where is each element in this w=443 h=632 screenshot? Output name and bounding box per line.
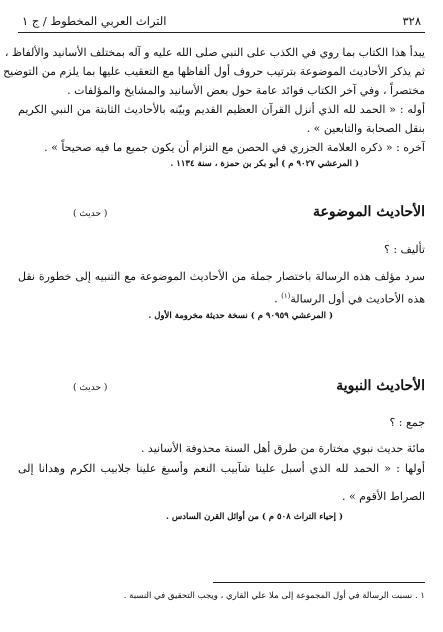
- entry-category-tag: ( حديث ): [73, 383, 108, 393]
- entry-heading: [18, 204, 425, 228]
- entry-title: الأحاديث الموضوعة: [312, 204, 425, 220]
- footnote-rule: [213, 582, 425, 583]
- entry-title: الأحاديث النبوية: [336, 378, 425, 394]
- entry-heading: [18, 378, 425, 402]
- paragraph-line: [18, 288, 425, 308]
- source-note: ( المرعشي ٩٠٩٥٩ م ) نسخة حديثة مخرومة الأول .: [148, 311, 333, 321]
- paragraph-line: ثم يذكر الأحاديث الموضوعة بترتيب حروف أول ألفاظها مع التعقيب عليها بما يلزم من التوضيح: [3, 65, 425, 78]
- page-header: [18, 12, 425, 32]
- paragraph-line: أوله : « الحمد لله الذي أنزل القرآن العظيم القديم وبيّنه بالأحاديث الثابتة من النبي الكريم: [18, 103, 425, 116]
- paragraph-line: الصراط الأقوم » .: [341, 490, 425, 503]
- footnote-ref: (١): [281, 292, 291, 300]
- paragraph-line: آخره : « ذكره العلامة الجزري في الحصن مع التزام أن يكون جميع ما فيه صحيحاً » .: [44, 141, 425, 154]
- footnote: ١ . نسبت الرسالة في أول المجموعة إلى ملا علي القاري ، ويجب التحقيق في النسبة .: [123, 591, 425, 601]
- author-line: تأليف : ؟: [383, 243, 425, 256]
- page-number: ٣٢٨: [402, 14, 421, 28]
- author-line: جمع : ؟: [389, 416, 425, 429]
- paragraph-line: مائة حديث نبوي مختارة من طرق أهل السنة محذوفة الأسانيد .: [140, 442, 425, 455]
- paragraph-line: سرد مؤلف هذه الرسالة باختصار جملة من الأحاديث الموضوعة مع التنبيه إلى خطورة نقل: [18, 270, 425, 283]
- paragraph-line: بنقل الصحابة والتابعين » .: [306, 122, 425, 135]
- paragraph-line: أولها : « الحمد لله الذي أسبل علينا شآبيب النعم وأسبغ علينا جلابيب الكرم وهدانا إلى: [18, 462, 425, 475]
- entry-category-tag: ( حديث ): [73, 209, 108, 219]
- line-end: .: [274, 292, 282, 306]
- paragraph-line: مختصراً ، وفي آخر الكتاب فوائد عامة حول بعض الأسانيد والمشايخ والمؤلفات .: [67, 84, 425, 97]
- running-title: التراث العربي المخطوط / ج ١: [22, 14, 167, 28]
- paragraph-line: يبدأ هذا الكتاب بما روي في الكذب على النبي صلى الله عليه و آله بمختلف الأسانيد والألفاظ ،: [4, 46, 425, 59]
- source-note: ( إحياء التراث ٥٠٨ م ) من أوائل القرن السادس .: [165, 512, 343, 522]
- header-rule: [18, 32, 425, 33]
- source-note: ( المرعشي ٩٠٢٧ م ) أبو بكر بن حمزة ، سنة ١١٣٤ .: [170, 159, 359, 169]
- paragraph-text: هذه الأحاديث في أول الرسالة: [290, 292, 425, 306]
